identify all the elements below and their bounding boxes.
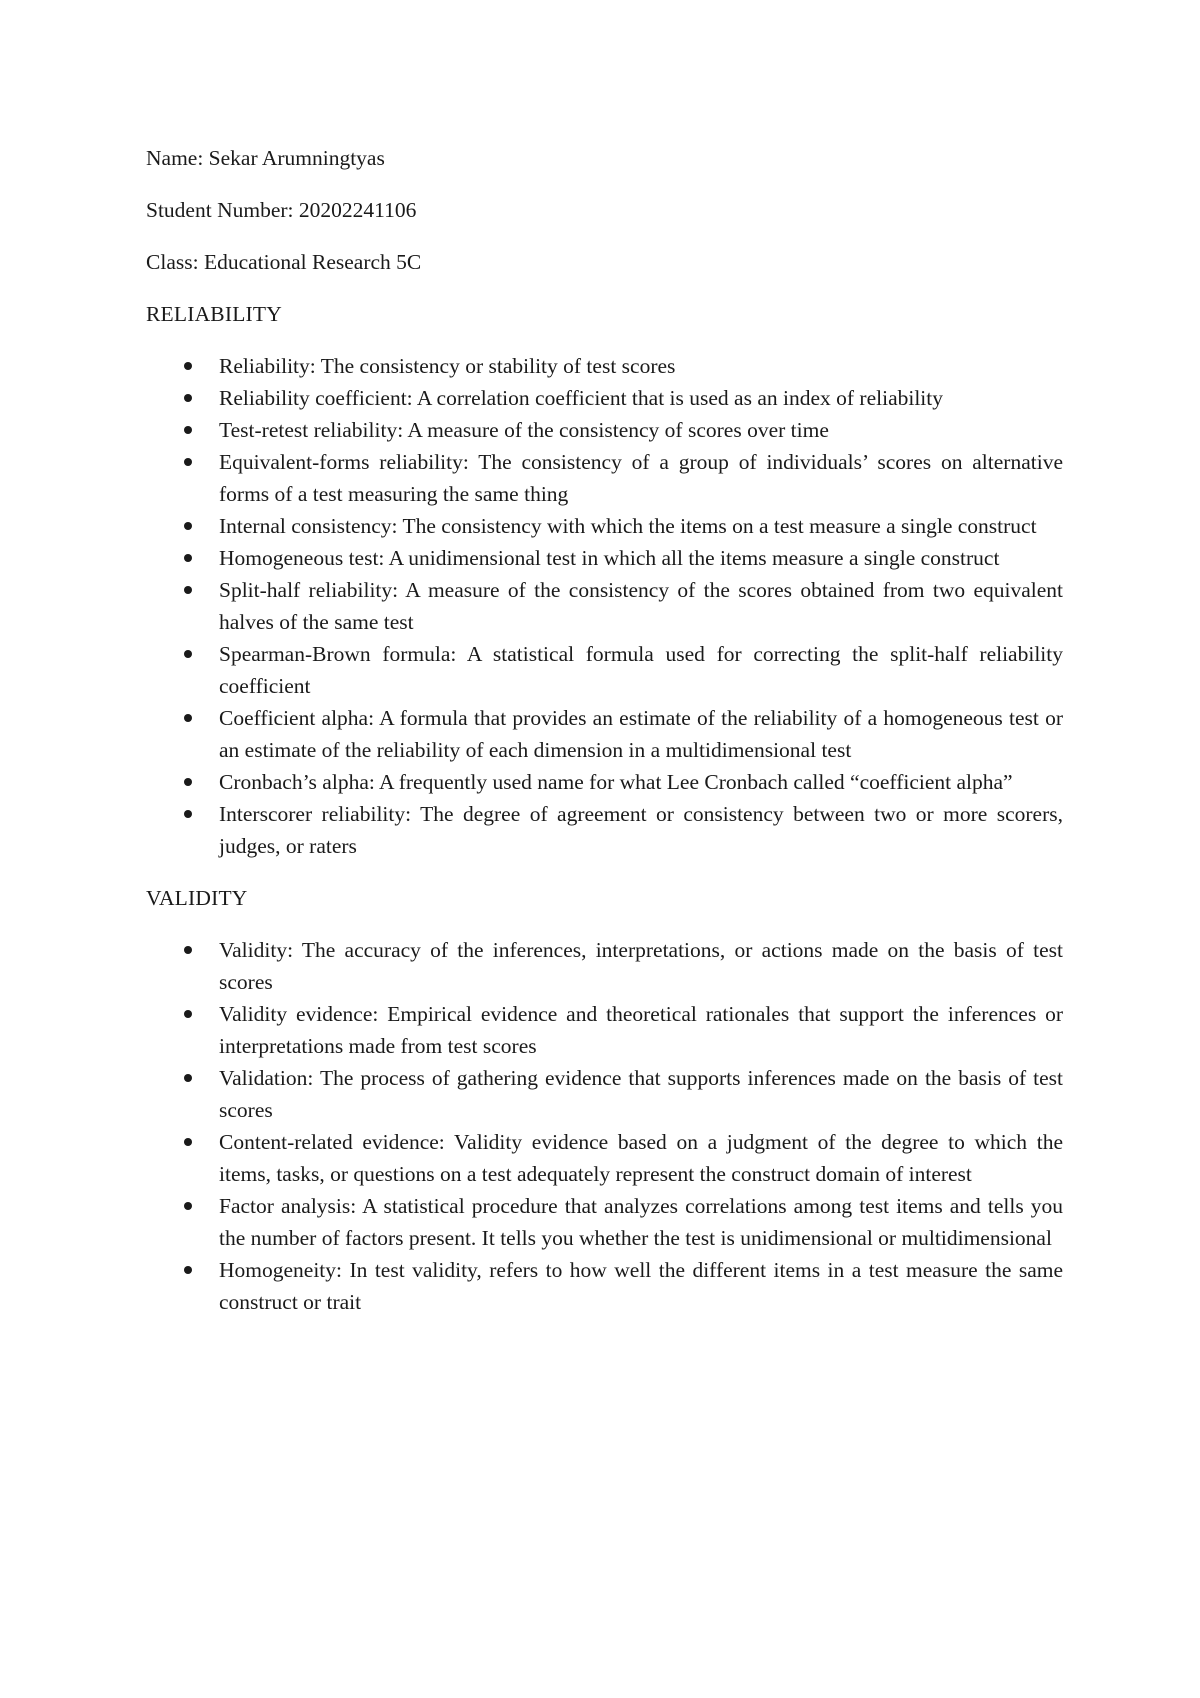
validity-list [146,934,1063,1318]
list-item [146,1254,1063,1318]
bullet-icon [184,554,192,562]
list-item [146,1126,1063,1190]
bullet-icon [184,458,192,466]
bullet-icon [184,946,192,954]
bullet-icon [184,1138,192,1146]
list-item-text: Test-retest reliability: A measure of the consistency of scores over time [219,418,829,442]
bullet-icon [184,714,192,722]
list-item [146,350,1063,382]
validity-heading: VALIDITY [146,886,248,910]
list-item [146,542,1063,574]
student-name: Name: Sekar Arumningtyas [146,146,385,170]
list-item-text: Internal consistency: The consistency with which the items on a test measure a single construct [219,514,1037,538]
bullet-icon [184,778,192,786]
list-item-text: Reliability coefficient: A correlation coefficient that is used as an index of reliability [219,386,944,410]
bullet-icon [184,1074,192,1082]
list-item-text: Homogeneity: In test validity, refers to how well the different items in a test measure the same construct or trait [219,1258,1063,1314]
bullet-icon [184,810,192,818]
bullet-icon [184,586,192,594]
list-item-text: Interscorer reliability: The degree of agreement or consistency between two or more scorers, judges, or raters [219,802,1063,858]
list-item-text: Coefficient alpha: A formula that provides an estimate of the reliability of a homogeneous test or an estimate of the reliability of each dimension in a multidimensional test [219,706,1063,762]
document-body [146,142,1063,1338]
bullet-icon [184,1266,192,1274]
list-item [146,1190,1063,1254]
list-item [146,766,1063,798]
bullet-icon [184,362,192,370]
list-item-text: Content-related evidence: Validity evidence based on a judgment of the degree to which the items, tasks, or questions on a test adequately represent the construct domain of interest [219,1130,1063,1186]
list-item [146,1062,1063,1126]
list-item [146,934,1063,998]
reliability-list [146,350,1063,862]
list-item-text: Validation: The process of gathering evidence that supports inferences made on the basis of test scores [219,1066,1063,1122]
list-item-text: Cronbach’s alpha: A frequently used name for what Lee Cronbach called “coefficient alpha” [219,770,1013,794]
list-item [146,638,1063,702]
bullet-icon [184,426,192,434]
class-name: Class: Educational Research 5C [146,250,422,274]
bullet-icon [184,650,192,658]
list-item [146,414,1063,446]
bullet-icon [184,1010,192,1018]
bullet-icon [184,1202,192,1210]
list-item-text: Factor analysis: A statistical procedure that analyzes correlations among test items and tells you the number of factors present. It tells you whether the test is unidimensional or multidimensional [219,1194,1063,1250]
reliability-heading: RELIABILITY [146,302,282,326]
list-item [146,446,1063,510]
list-item-text: Validity evidence: Empirical evidence and theoretical rationales that support the inferences or interpretations made from test scores [219,1002,1063,1058]
student-number: Student Number: 20202241106 [146,198,417,222]
list-item [146,382,1063,414]
list-item-text: Split-half reliability: A measure of the consistency of the scores obtained from two equivalent halves of the same test [219,578,1063,634]
list-item [146,574,1063,638]
bullet-icon [184,522,192,530]
list-item-text: Spearman-Brown formula: A statistical formula used for correcting the split-half reliability coefficient [219,642,1063,698]
list-item-text: Reliability: The consistency or stability of test scores [219,354,676,378]
list-item-text: Homogeneous test: A unidimensional test in which all the items measure a single construct [219,546,1000,570]
list-item-text: Validity: The accuracy of the inferences, interpretations, or actions made on the basis of test scores [219,938,1063,994]
list-item [146,798,1063,862]
list-item [146,702,1063,766]
list-item [146,998,1063,1062]
bullet-icon [184,394,192,402]
list-item [146,510,1063,542]
list-item-text: Equivalent-forms reliability: The consistency of a group of individuals’ scores on alternative forms of a test measuring the same thing [219,450,1063,506]
